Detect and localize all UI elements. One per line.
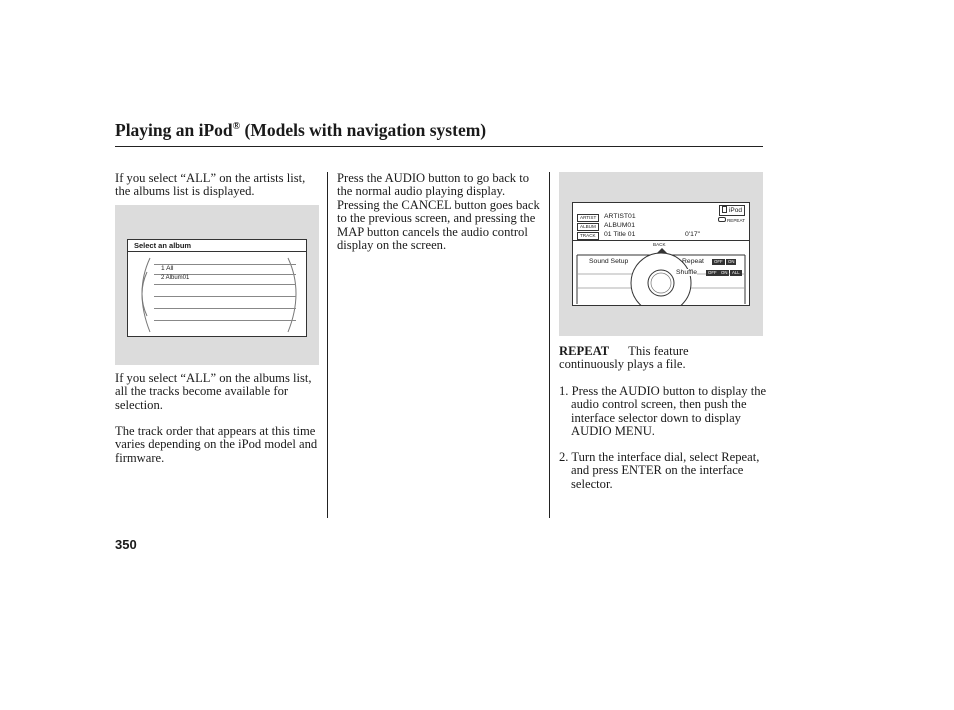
list-separator <box>154 296 296 297</box>
repeat-step-2: 2. Turn the interface dial, select Repeat, and press ENTER on the interface selector. <box>559 450 760 491</box>
album-list-header: Select an album <box>134 241 192 250</box>
repeat-heading: REPEAT <box>559 344 610 358</box>
repeat-indicator: REPEAT <box>718 217 745 223</box>
track-title: 01 Title 01 <box>604 231 636 238</box>
ipod-icon <box>722 206 727 213</box>
menu-repeat[interactable]: Repeat <box>682 258 704 265</box>
repeat-section <box>559 345 765 372</box>
column-divider-1 <box>327 172 328 518</box>
menu-shuffle[interactable]: Shuffle <box>676 269 698 276</box>
artist-tag: ARTIST <box>577 214 599 222</box>
registered-mark: ® <box>232 121 241 132</box>
col1-para1: If you select “ALL” on the artists list, the albums list is displayed. <box>115 171 306 199</box>
list-separator <box>154 264 296 265</box>
page-title <box>115 120 486 141</box>
figure-audio-display <box>559 172 763 336</box>
col1-para3: The track order that appears at this time varies depending on the iPod model and firmware. <box>115 424 318 465</box>
album-tag: ALBUM <box>577 223 599 231</box>
list-item: 2 Album01 <box>161 275 190 281</box>
shuffle-all-option: ALL <box>732 270 740 275</box>
col1-para2: If you select “ALL” on the albums list, all the tracks become available for selection. <box>115 371 312 412</box>
column-divider-2 <box>549 172 550 518</box>
repeat-icon <box>718 217 726 222</box>
title-rest: (Models with navigation system) <box>240 120 487 140</box>
elapsed-time: 0'17" <box>685 231 701 238</box>
track-tag: TRACK <box>577 232 599 240</box>
list-separator <box>154 284 296 285</box>
album-list-screen <box>127 239 307 337</box>
source-label: iPod <box>728 207 742 214</box>
artist-name: ARTIST01 <box>604 213 636 220</box>
shuffle-on-option: ON <box>721 270 728 275</box>
back-label: BACK <box>653 242 666 247</box>
title-rule <box>115 146 763 147</box>
shuffle-off-option: OFF <box>708 270 717 275</box>
repeat-off-option: OFF <box>714 259 723 264</box>
audio-screen <box>572 202 750 306</box>
list-separator <box>154 320 296 321</box>
repeat-on-option: ON <box>728 259 735 264</box>
list-item: 1 All <box>161 265 174 272</box>
title-main: Playing an iPod <box>115 120 233 140</box>
page-number: 350 <box>115 537 137 552</box>
repeat-desc-1: This feature <box>628 344 689 358</box>
col2-para1: Press the AUDIO button to go back to the normal audio playing display. Pressing the CANCEL button goes back to the previous screen, and pressing the MAP button cancels the audio control display on the screen. <box>337 171 540 253</box>
repeat-step-1: 1. Press the AUDIO button to display the audio control screen, then push the interface selector down to display AUDIO MENU. <box>559 384 767 439</box>
audio-info-panel <box>573 203 749 241</box>
menu-sound-setup[interactable]: Sound Setup <box>589 258 629 265</box>
source-box <box>719 205 745 216</box>
repeat-desc-2: continuously plays a file. <box>559 357 686 372</box>
album-name: ALBUM01 <box>604 222 635 229</box>
list-separator <box>154 308 296 309</box>
figure-album-list <box>115 205 319 365</box>
